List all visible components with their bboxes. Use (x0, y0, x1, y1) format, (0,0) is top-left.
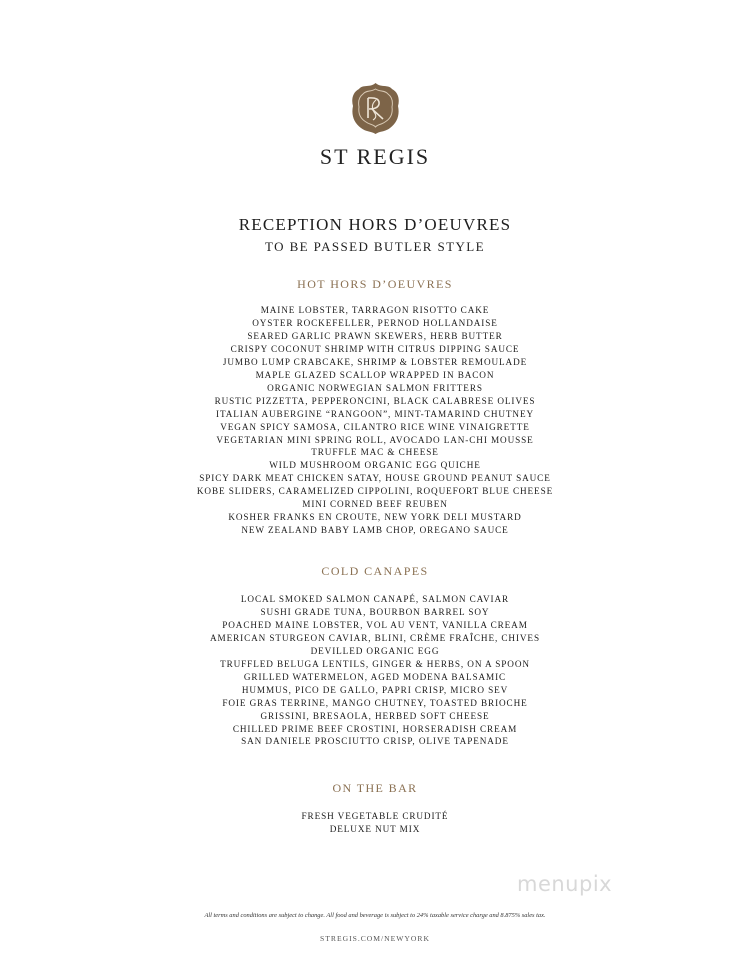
menu-item: VEGAN SPICY SAMOSA, CILANTRO RICE WINE VINAIGRETTE (220, 421, 530, 432)
bar-items-list (0, 810, 750, 836)
menu-item: CRISPY COCONUT SHRIMP WITH CITRUS DIPPING SAUCE (230, 343, 520, 354)
menu-item: ORGANIC NORWEGIAN SALMON FRITTERS (267, 382, 483, 393)
hot-items-list (0, 304, 750, 537)
menu-item: MAINE LOBSTER, TARRAGON RISOTTO CAKE (260, 305, 490, 315)
st-regis-crest-icon (350, 82, 401, 135)
menu-item: SAN DANIELE PROSCIUTTO CRISP, OLIVE TAPENADE (241, 736, 509, 747)
menu-item: GRILLED WATERMELON, AGED MODENA BALSAMIC (243, 671, 507, 682)
section-heading-hot: HOT HORS D’OEUVRES (297, 277, 453, 291)
menu-item: DEVILLED ORGANIC EGG (310, 645, 440, 656)
menu-item: SPICY DARK MEAT CHICKEN SATAY, HOUSE GROUND PEANUT SAUCE (199, 473, 551, 484)
section-heading-cold: COLD CANAPES (321, 564, 429, 578)
menu-item: MINI CORNED BEEF REUBEN (302, 499, 448, 510)
menupix-watermark: menupix (517, 872, 613, 896)
menu-item: HUMMUS, PICO DE GALLO, PAPRI CRISP, MICRO SEV (241, 684, 509, 695)
menu-item: KOBE SLIDERS, CARAMELIZED CIPPOLINI, ROQUEFORT BLUE CHEESE (196, 486, 554, 497)
menu-item: RUSTIC PIZZETTA, PEPPERONCINI, BLACK CALABRESE OLIVES (214, 395, 536, 406)
menu-item: VEGETARIAN MINI SPRING ROLL, AVOCADO LAN-CHI MOUSSE (216, 434, 534, 445)
brand-name: ST REGIS (319, 144, 431, 169)
menu-item: KOSHER FRANKS EN CROUTE, NEW YORK DELI MUSTARD (228, 512, 522, 523)
menu-item: OYSTER ROCKEFELLER, PERNOD HOLLANDAISE (252, 317, 498, 328)
section-heading-bar: ON THE BAR (332, 781, 418, 795)
footer-disclaimer: All terms and conditions are subject to change. All food and beverage is subject to 24% taxable service charge and 8.875% sales tax. (204, 912, 546, 919)
menu-title: RECEPTION HORS D’OEUVRES (238, 215, 512, 234)
menu-item: ITALIAN AUBERGINE “RANGOON”, MINT-TAMARIND CHUTNEY (215, 408, 534, 419)
menu-item: SEARED GARLIC PRAWN SKEWERS, HERB BUTTER (247, 330, 503, 341)
menu-subtitle: TO BE PASSED BUTLER STYLE (265, 239, 485, 254)
menu-item: CHILLED PRIME BEEF CROSTINI, HORSERADISH CREAM (232, 723, 518, 734)
menu-item: TRUFFLE MAC & CHEESE (311, 447, 439, 458)
menu-item: POACHED MAINE LOBSTER, VOL AU VENT, VANILLA CREAM (222, 619, 528, 630)
menu-item: TRUFFLED BELUGA LENTILS, GINGER & HERBS, ON A SPOON (220, 658, 530, 669)
menu-item: JUMBO LUMP CRABCAKE, SHRIMP & LOBSTER REMOULADE (222, 356, 528, 367)
menu-item: FOIE GRAS TERRINE, MANGO CHUTNEY, TOASTED BRIOCHE (222, 697, 528, 708)
menu-item: DELUXE NUT MIX (329, 823, 421, 834)
menu-item: GRISSINI, BRESAOLA, HERBED SOFT CHEESE (260, 710, 490, 721)
menu-item: LOCAL SMOKED SALMON CANAPÉ, SALMON CAVIAR (240, 594, 510, 604)
cold-items-list (0, 593, 750, 748)
menu-item: WILD MUSHROOM ORGANIC EGG QUICHE (269, 460, 481, 471)
menu-item: MAPLE GLAZED SCALLOP WRAPPED IN BACON (255, 369, 495, 380)
menu-item: FRESH VEGETABLE CRUDITÉ (301, 811, 449, 821)
menu-item: SUSHI GRADE TUNA, BOURBON BARREL SOY (260, 606, 490, 617)
menu-item: AMERICAN STURGEON CAVIAR, BLINI, CRÈME FRAÎCHE, CHIVES (210, 632, 540, 643)
menu-item: NEW ZEALAND BABY LAMB CHOP, OREGANO SAUCE (241, 525, 509, 536)
footer-website-link[interactable]: STREGIS.COM/NEWYORK (320, 934, 430, 943)
